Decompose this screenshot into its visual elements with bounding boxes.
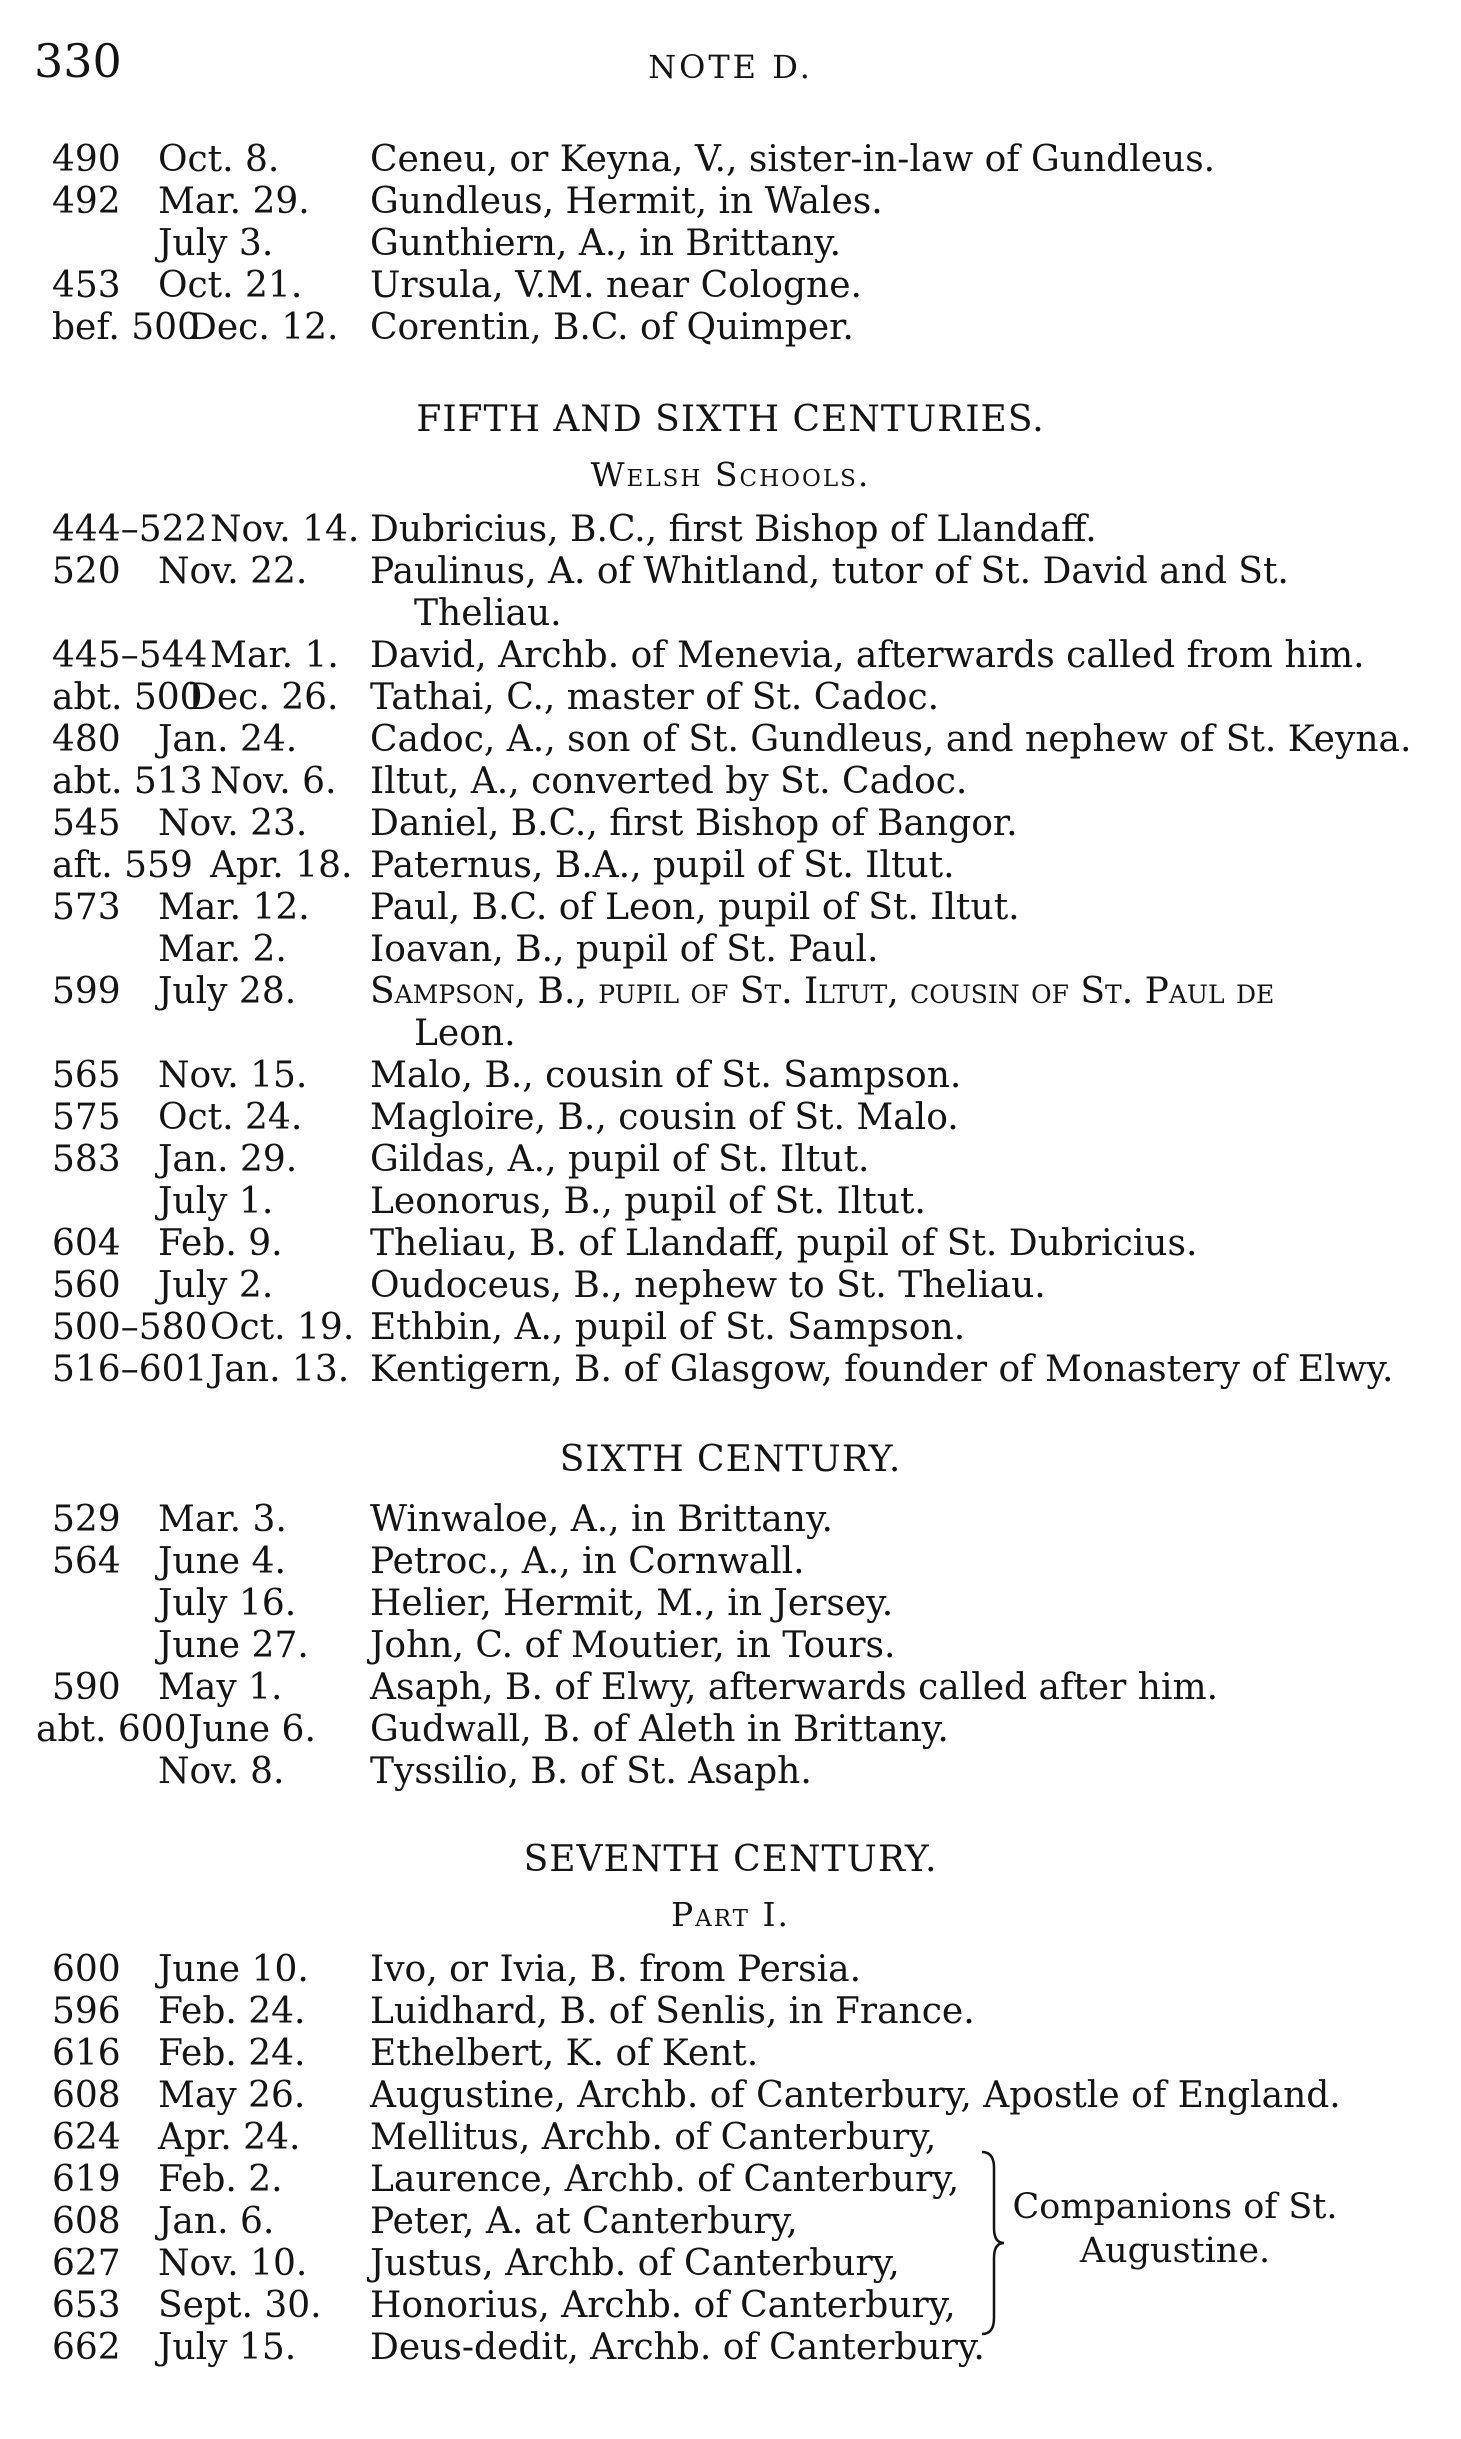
entry-year: 490 (52, 139, 121, 180)
entry-date: Jan. 29. (158, 1139, 298, 1180)
entry-text: Ethbin, A., pupil of St. Sampson. (370, 1307, 966, 1348)
entry-year: 545 (52, 803, 121, 844)
entry-year: 560 (52, 1265, 121, 1306)
page-number: 330 (34, 34, 122, 88)
entry-text: Theliau, B. of Llandaff, pupil of St. Dubricius. (370, 1223, 1198, 1264)
entry-text: Paul, B.C. of Leon, pupil of St. Iltut. (370, 887, 1020, 928)
entry-date: Jan. 13. (210, 1349, 350, 1390)
entry-date: June 10. (158, 1949, 309, 1990)
entry-text: Kentigern, B. of Glasgow, founder of Monastery of Elwy. (370, 1349, 1394, 1390)
entry-year: 627 (52, 2243, 121, 2284)
companions-note-line: Augustine. (1079, 2231, 1271, 2271)
entry-date: Dec. 26. (188, 677, 339, 718)
entry-date: Mar. 1. (210, 635, 339, 676)
entry-date: Nov. 22. (158, 551, 308, 592)
entry-text: Augustine, Archb. of Canterbury, Apostle of England. (370, 2075, 1341, 2116)
entry-date: Oct. 19. (210, 1307, 355, 1348)
entry-date: Feb. 9. (158, 1223, 283, 1264)
entry-text: Paternus, B.A., pupil of St. Iltut. (370, 845, 955, 886)
entry-year: 596 (52, 1991, 121, 2032)
entry-year: 600 (52, 1949, 121, 1990)
entry-text: Asaph, B. of Elwy, afterwards called after him. (370, 1667, 1219, 1708)
entry-date: Jan. 6. (158, 2201, 275, 2242)
entry-year: 599 (52, 971, 121, 1012)
entry-date: Feb. 24. (158, 1991, 306, 2032)
entry-date: Sept. 30. (158, 2285, 322, 2326)
entry-year: 653 (52, 2285, 121, 2326)
entry-text: Gildas, A., pupil of St. Iltut. (370, 1139, 870, 1180)
entry-year: 445–544 (52, 635, 208, 676)
entry-year: bef. 500 (52, 307, 200, 348)
entry-text: Malo, B., cousin of St. Sampson. (370, 1055, 962, 1096)
entry-text: Paulinus, A. of Whitland, tutor of St. David and St. (370, 551, 1289, 592)
entry-year: 564 (52, 1541, 121, 1582)
entry-text: Gudwall, B. of Aleth in Brittany. (370, 1709, 949, 1750)
entry-text: David, Archb. of Menevia, afterwards called from him. (370, 635, 1365, 676)
entry-text: Peter, A. at Canterbury, (370, 2201, 798, 2242)
entry-year: 616 (52, 2033, 121, 2074)
entry-date: Feb. 24. (158, 2033, 306, 2074)
companions-note-line: Companions of St. (1012, 2187, 1338, 2227)
entry-text: Cadoc, A., son of St. Gundleus, and nephew of St. Keyna. (370, 719, 1412, 760)
entry-text: Ursula, V.M. near Cologne. (370, 265, 862, 306)
entry-year: 604 (52, 1223, 121, 1264)
entry-year: 480 (52, 719, 121, 760)
entry-date: Nov. 23. (158, 803, 308, 844)
entry-date: July 16. (158, 1583, 297, 1624)
entry-date: Mar. 3. (158, 1499, 287, 1540)
entry-year: abt. 600 (36, 1709, 187, 1750)
entry-text: Oudoceus, B., nephew to St. Theliau. (370, 1265, 1046, 1306)
entry-date: June 4. (158, 1541, 286, 1582)
entry-date: Feb. 2. (158, 2159, 283, 2200)
entry-text: Daniel, B.C., first Bishop of Bangor. (370, 803, 1018, 844)
entry-date: Dec. 12. (188, 307, 339, 348)
entry-year: 444–522 (52, 509, 208, 550)
entry-date: Oct. 8. (158, 139, 280, 180)
entry-year: aft. 559 (52, 845, 193, 886)
entry-continuation: Theliau. (414, 593, 562, 634)
entry-date: July 15. (158, 2327, 297, 2368)
entry-year: 575 (52, 1097, 121, 1138)
entry-year: 619 (52, 2159, 121, 2200)
companions-note (1010, 2185, 1340, 2273)
entry-year: 516–601 (52, 1349, 208, 1390)
entry-text: Corentin, B.C. of Quimper. (370, 307, 854, 348)
entry-date: Nov. 10. (158, 2243, 308, 2284)
entry-text: Magloire, B., cousin of St. Malo. (370, 1097, 959, 1138)
entry-text: Gundleus, Hermit, in Wales. (370, 181, 883, 222)
entry-text: Tyssilio, B. of St. Asaph. (370, 1751, 812, 1792)
entry-year: 492 (52, 181, 121, 222)
entry-date: Mar. 12. (158, 887, 310, 928)
entry-date: Mar. 29. (158, 181, 310, 222)
section-heading: FIFTH AND SIXTH CENTURIES. (416, 399, 1045, 440)
entry-date: July 28. (158, 971, 297, 1012)
entry-year: 583 (52, 1139, 121, 1180)
entry-year: 608 (52, 2075, 121, 2116)
entry-year: abt. 513 (52, 761, 203, 802)
entry-date: July 1. (158, 1181, 274, 1222)
entry-year: 453 (52, 265, 121, 306)
entry-date: Apr. 18. (210, 845, 353, 886)
entry-year: 590 (52, 1667, 121, 1708)
entry-date: Apr. 24. (158, 2117, 301, 2158)
entry-date: July 3. (158, 223, 274, 264)
entry-date: May 1. (158, 1667, 283, 1708)
entry-text: Mellitus, Archb. of Canterbury, (370, 2117, 937, 2158)
entry-date: Jan. 24. (158, 719, 298, 760)
entry-text: Gunthiern, A., in Brittany. (370, 223, 842, 264)
entry-date: Nov. 14. (210, 509, 360, 550)
entry-text: Ivo, or Ivia, B. from Persia. (370, 1949, 862, 1990)
brace-icon (978, 2148, 1008, 2338)
entry-year: 500–580 (52, 1307, 208, 1348)
entry-continuation: Leon. (414, 1013, 516, 1054)
entry-date: Nov. 6. (210, 761, 337, 802)
entry-date: Oct. 24. (158, 1097, 303, 1138)
entry-date: Oct. 21. (158, 265, 303, 306)
entry-date: Mar. 2. (158, 929, 287, 970)
entry-text: Petroc., A., in Cornwall. (370, 1541, 805, 1582)
running-title: NOTE D. (648, 48, 813, 86)
entry-text: Laurence, Archb. of Canterbury, (370, 2159, 960, 2200)
entry-text: Leonorus, B., pupil of St. Iltut. (370, 1181, 926, 1222)
entry-text: John, C. of Moutier, in Tours. (370, 1625, 896, 1666)
entry-text: Ioavan, B., pupil of St. Paul. (370, 929, 879, 970)
entry-text: Luidhard, B. of Senlis, in France. (370, 1991, 975, 2032)
section-subheading: Welsh Schools. (590, 455, 871, 494)
entry-year: 565 (52, 1055, 121, 1096)
entry-text: Justus, Archb. of Canterbury, (370, 2243, 900, 2284)
entry-text: Iltut, A., converted by St. Cadoc. (370, 761, 968, 802)
entry-date: July 2. (158, 1265, 274, 1306)
entry-year: abt. 500 (52, 677, 203, 718)
entry-date: Nov. 15. (158, 1055, 308, 1096)
entry-text: Winwaloe, A., in Brittany. (370, 1499, 833, 1540)
section-heading: SEVENTH CENTURY. (523, 1839, 938, 1880)
entry-text: Dubricius, B.C., first Bishop of Llandaff. (370, 509, 1097, 550)
entry-year: 608 (52, 2201, 121, 2242)
entry-date: June 27. (158, 1625, 309, 1666)
entry-date: May 26. (158, 2075, 306, 2116)
entry-text: Helier, Hermit, M., in Jersey. (370, 1583, 894, 1624)
entry-date: Nov. 8. (158, 1751, 285, 1792)
entry-text: Ethelbert, K. of Kent. (370, 2033, 759, 2074)
entry-text: Sampson, B., pupil of St. Iltut, cousin of St. Paul de (370, 971, 1275, 1012)
entry-year: 624 (52, 2117, 121, 2158)
page-header (0, 34, 1461, 94)
entry-year: 529 (52, 1499, 121, 1540)
section-heading: SIXTH CENTURY. (559, 1439, 902, 1480)
entry-text: Honorius, Archb. of Canterbury, (370, 2285, 956, 2326)
entry-text: Tathai, C., master of St. Cadoc. (370, 677, 940, 718)
entry-text: Deus-dedit, Archb. of Canterbury. (370, 2327, 985, 2368)
entry-year: 520 (52, 551, 121, 592)
entry-date: June 6. (188, 1709, 316, 1750)
entry-year: 573 (52, 887, 121, 928)
section-subheading: Part I. (670, 1895, 791, 1934)
entry-year: 662 (52, 2327, 121, 2368)
entry-text: Ceneu, or Keyna, V., sister-in-law of Gundleus. (370, 139, 1216, 180)
